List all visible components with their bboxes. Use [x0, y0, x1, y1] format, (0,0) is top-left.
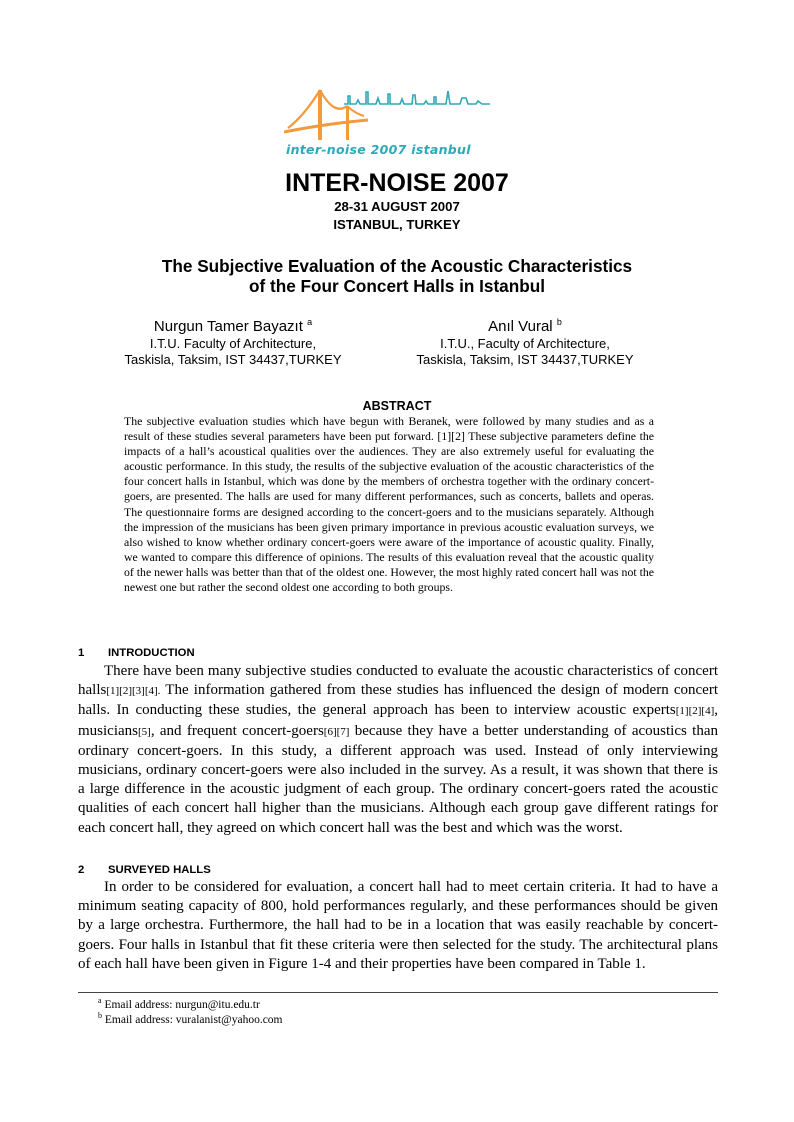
text-run: There have been many subjective studies conducted to evaluate the acoustic characteristics of concert halls — [78, 663, 718, 699]
footnote-text: Email address: nurgun@itu.edu.tr — [104, 998, 260, 1011]
citation: [1][2][3][4]. — [106, 685, 161, 698]
author-address: Taskisla, Taksim, IST 34437,TURKEY — [416, 351, 634, 367]
author-name: Anıl Vural — [488, 318, 553, 335]
author-block-2 — [397, 313, 653, 367]
footnote-marker: b — [98, 1011, 102, 1020]
footnote-marker: a — [98, 996, 102, 1005]
section-heading-introduction — [78, 647, 195, 659]
abstract-text: The subjective evaluation studies which have begun with Beranek, were followed by many studies and as a result of these studies several parameters have been put forward. [1][2] These subjective parameters define the impacts of a hall’s acoustical qualities over the audiences. They are also extremely useful for evaluating the acoustic performance. In this study, the results of the subjective evaluation of the acoustic characteristics of the four concert halls in Istanbul, which was done by the members of orchestra together with the ordinary concert-goers, are presented. The halls are used for many different performances, such as concerts, ballets and operas. The questionnaire forms are designed according to the concert-goers and to the musicians separately. Although the impression of the musicians has been given primary importance in previous acoustic evaluation surveys, we also wished to know whether ordinary concert-goers were aware of the importance of acoustic quality. Finally, we wanted to compare this difference of opinions. The results of this evaluation reveal that the acoustic quality of the newer halls was better than that of the oldest one. However, the most highly rated concert hall was not the newest one but rather the second oldest one according to both groups. — [124, 414, 654, 595]
author-marker: b — [556, 317, 562, 327]
logo-text: inter-noise 2007 istanbul — [286, 142, 471, 157]
conference-location: ISTANBUL, TURKEY — [333, 217, 461, 232]
text-run: , musicians — [78, 702, 718, 739]
introduction-paragraph — [78, 662, 718, 838]
surveyed-halls-body — [78, 878, 718, 974]
conference-title: INTER-NOISE 2007 — [285, 169, 509, 197]
conference-date: 28-31 AUGUST 2007 — [334, 199, 460, 214]
citation: [5] — [138, 725, 151, 738]
surveyed-halls-paragraph: In order to be considered for evaluation, a concert hall had to meet certain criteria. It had to have a minimum seating capacity of 800, hold performances regularly, and these performances should be given by a large orchestra. Furthermore, the hall had to be in a location that was easily reachable by concert-goers. Four halls in Istanbul that fit these criteria were then selected for the study. The architectural plans of each hall have been given in Figure 1-4 and their properties have been compared in Table 1. — [78, 879, 718, 972]
footnote-divider — [78, 992, 718, 993]
bridge-skyline-icon — [284, 86, 498, 146]
author-marker: a — [307, 317, 313, 327]
bridge-tower-left — [318, 90, 322, 140]
text-run: because they have a better understanding of acoustics than ordinary concert-goers. In this study, a different approach was used. Instead of only interviewing musicians, ordinary concert-goers were also included in the survey. As a result, it was shown that there is a large difference in the acoustic judgment of each group. The ordinary concert-goers rated the acoustic qualities of each concert hall higher than the musicians. Although each group gave different ratings for each concert hall, they agreed on which concert hall was the best and which was the worst. — [78, 722, 718, 836]
text-run: The information gathered from these studies has influenced the design of modern concert halls. In conducting these studies, the general approach has been to interview acoustic experts — [78, 682, 718, 719]
paper-title-line-2: of the Four Concert Halls in Istanbul — [248, 276, 546, 296]
section-title: INTRODUCTION — [108, 647, 195, 659]
section-title: SURVEYED HALLS — [108, 864, 211, 876]
section-number: 2 — [78, 864, 85, 876]
paper-title — [0, 256, 794, 296]
section-heading-surveyed-halls — [78, 864, 211, 876]
author-affiliation: I.T.U., Faculty of Architecture, — [440, 336, 610, 351]
introduction-body — [78, 662, 718, 838]
citation: [6][7] — [323, 725, 350, 738]
abstract-heading: ABSTRACT — [362, 399, 432, 413]
author-block-1 — [105, 313, 361, 367]
author-address: Taskisla, Taksim, IST 34437,TURKEY — [124, 351, 342, 367]
footnote-text: Email address: vuralanist@yahoo.com — [104, 1013, 283, 1026]
footnote-b — [98, 1009, 283, 1027]
citation: [1][2][4] — [675, 705, 715, 718]
section-number: 1 — [78, 647, 85, 659]
text-run: , and frequent concert-goers — [150, 722, 324, 739]
paper-title-line-1: The Subjective Evaluation of the Acoustic Characteristics — [161, 256, 633, 276]
author-name: Nurgun Tamer Bayazıt — [153, 318, 303, 335]
author-affiliation: I.T.U. Faculty of Architecture, — [149, 336, 317, 351]
